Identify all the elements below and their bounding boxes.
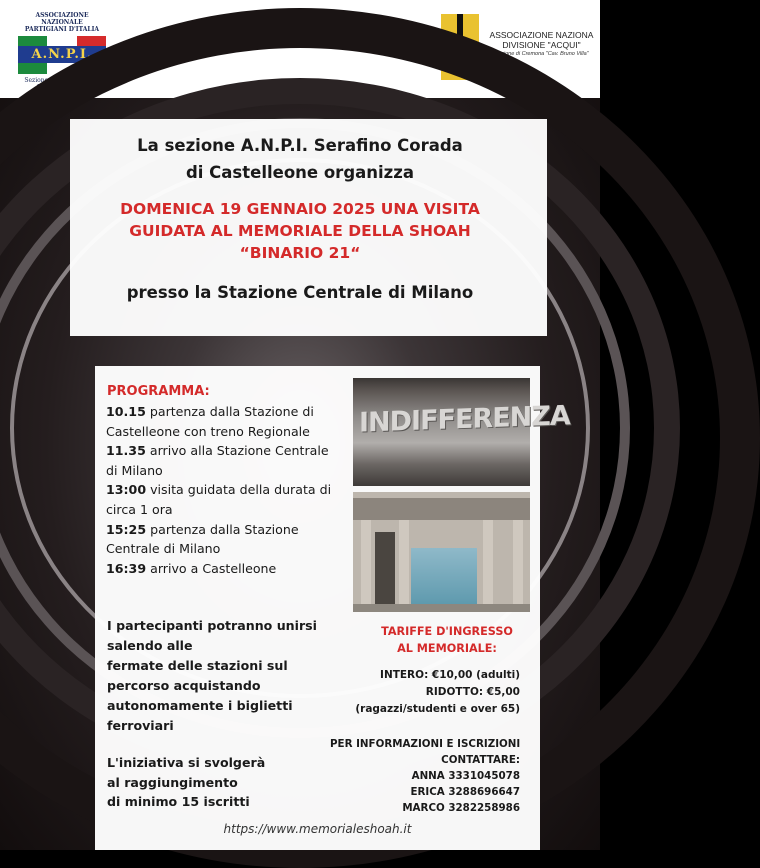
contacts-title-cont: CONTATTARE: xyxy=(441,754,520,766)
fees-list xyxy=(344,667,520,718)
program-item: 13:00 visita guidata della durata di xyxy=(106,482,332,498)
contact-person: ANNA 3331045078 xyxy=(411,770,520,782)
program-list xyxy=(106,402,351,578)
contact-person: MARCO 3282258986 xyxy=(402,802,520,814)
program-item: 15:25 partenza dalla Stazione xyxy=(106,521,299,537)
initiative-note: L'iniziativa si svolgerà al raggiungimento di minimo 15 iscritti xyxy=(107,755,266,810)
anpi-sezione: Sezione Serafino Corada xyxy=(24,77,100,84)
intro-line1: La sezione A.N.P.I. Serafino Corada xyxy=(137,136,463,155)
headline-line3: “BINARIO 21“ xyxy=(239,244,361,262)
program-item-cont: Centrale di Milano xyxy=(106,541,221,557)
acqui-division: DIVISIONE "ACQUI" xyxy=(502,40,581,50)
program-item: 16:39 arrivo a Castelleone xyxy=(106,560,277,576)
intro-line2: di Castelleone organizza xyxy=(185,163,415,182)
website-link[interactable]: https://www.memorialeshoah.it xyxy=(223,822,412,836)
acqui-subtitle: Sezione di Cremona "Cav. Bruno Villa" xyxy=(494,51,589,57)
fees-title: TARIFFE D'INGRESSO AL MEMORIALE: xyxy=(381,625,513,655)
anpi-assoc-line1: ASSOCIAZIONE NAZIONALE xyxy=(35,12,89,26)
wall-inscription: INDIFFERENZA xyxy=(359,400,570,439)
anpi-logo-text: A.N.P.I. xyxy=(18,46,106,63)
participants-note: I partecipanti potranno unirsi salendo alle fermate delle stazioni sul percorso acquistando autonomamente i biglietti ferroviari xyxy=(107,618,317,733)
memorial-entrance-photo xyxy=(353,492,530,612)
contacts-title: PER INFORMAZIONI E ISCRIZIONI xyxy=(330,738,521,750)
program-item: 11.35 arrivo alla Stazione Centrale xyxy=(106,443,329,459)
intro-text xyxy=(0,134,600,302)
anpi-assoc-line2: PARTIGIANI D'ITALIA xyxy=(24,26,100,33)
headline-line2: GUIDATA AL MEMORIALE DELLA SHOAH xyxy=(129,222,471,240)
program-item-cont: di Milano xyxy=(106,462,163,478)
program-item: 10.15 partenza dalla Stazione di xyxy=(106,404,314,419)
program-title: PROGRAMMA: xyxy=(107,384,210,399)
event-location: presso la Stazione Centrale di Milano xyxy=(126,283,474,302)
anpi-sezione-town: CASTELLEONE xyxy=(36,84,88,91)
memorial-wall-photo xyxy=(353,378,570,486)
contact-person: ERICA 3288696647 xyxy=(410,786,520,798)
star-icon: ★ xyxy=(452,58,467,77)
headline-line1: DOMENICA 19 GENNAIO 2025 UNA VISITA xyxy=(120,200,480,218)
program-item-cont: Castelleone con treno Regionale xyxy=(106,423,310,439)
contacts-block xyxy=(330,736,520,816)
fee-reduced: RIDOTTO: €5,00 xyxy=(425,686,520,698)
acqui-title: ASSOCIAZIONE NAZIONA xyxy=(489,30,594,40)
fee-full: INTERO: €10,00 (adulti) xyxy=(380,669,520,681)
program-item-cont: circa 1 ora xyxy=(106,501,173,517)
fee-reduced-note: (ragazzi/studenti e over 65) xyxy=(355,703,520,715)
